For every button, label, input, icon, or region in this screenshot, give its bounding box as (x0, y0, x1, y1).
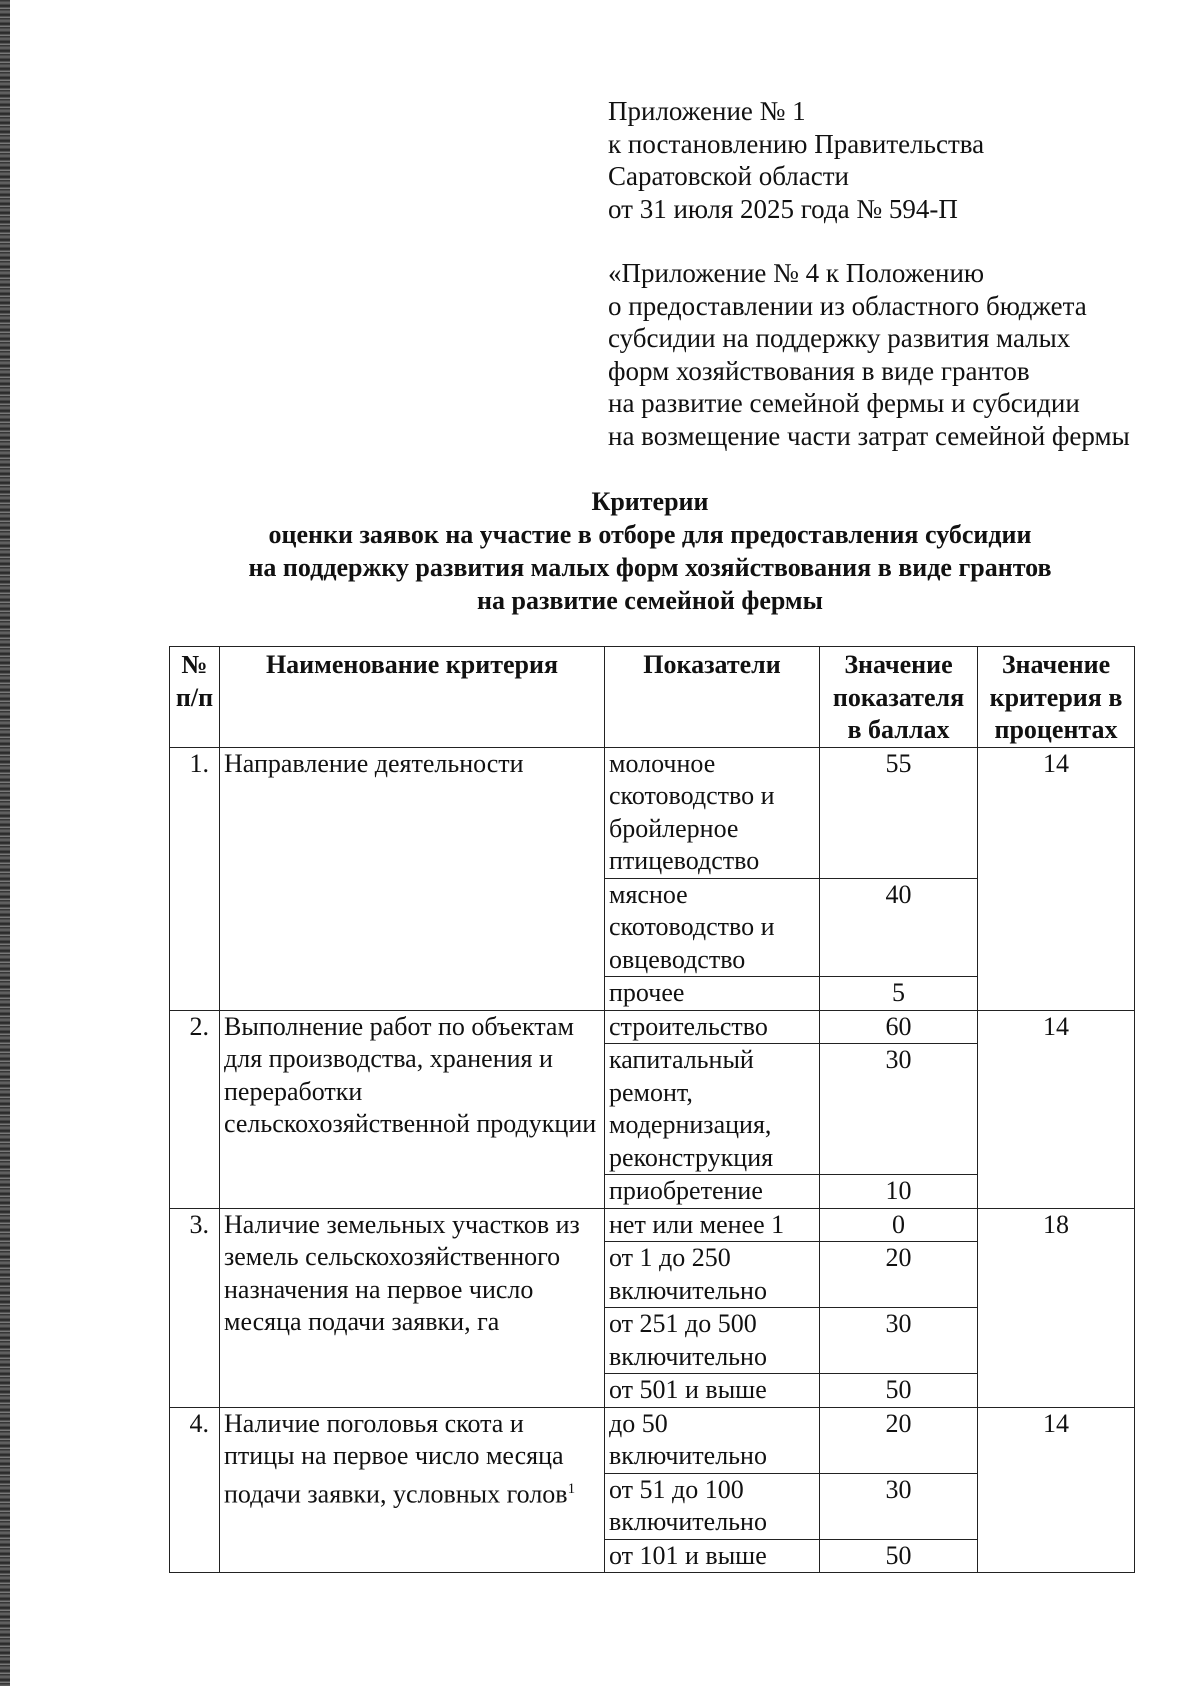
indicator-score: 50 (820, 1374, 978, 1408)
indicator-label: молочное скотоводство и бройлерное птицеводство (605, 747, 820, 878)
header-score: Значение показателя в баллах (820, 647, 978, 748)
approval-line: Саратовской области (608, 161, 849, 191)
approval-line: от 31 июля 2025 года № 594-П (608, 193, 958, 224)
document-title (150, 485, 1150, 617)
appendix-line: о предоставлении из областного бюджета (608, 290, 1087, 321)
indicator-label: прочее (605, 977, 820, 1011)
title-line: на поддержку развития малых форм хозяйствования в виде грантов (248, 553, 1052, 582)
indicator-label: капитальный ремонт, модернизация, реконструкция (605, 1044, 820, 1175)
table-row (170, 1208, 1135, 1242)
row-num: 2. (170, 1010, 220, 1208)
appendix-line: форм хозяйствования в виде грантов (608, 355, 1030, 386)
table-header-row (170, 647, 1135, 748)
criterion-name-cell (220, 1407, 605, 1573)
footnote-marker: 1 (567, 1480, 576, 1497)
indicator-score: 60 (820, 1010, 978, 1044)
indicator-score: 55 (820, 747, 978, 878)
criterion-name: Выполнение работ по объектам для производства, хранения и переработки сельскохозяйственной продукции (220, 1010, 605, 1208)
table-row (170, 1407, 1135, 1473)
header-name: Наименование критерия (220, 647, 605, 748)
indicator-label: нет или менее 1 (605, 1208, 820, 1242)
indicator-label: мясное скотоводство и овцеводство (605, 878, 820, 977)
indicator-score: 30 (820, 1308, 978, 1374)
appendix-line: на развитие семейной фермы и субсидии (608, 388, 1080, 418)
criteria-table (169, 646, 1135, 1573)
table-row (170, 1010, 1135, 1044)
spacer (608, 225, 1168, 257)
title-line: Критерии (591, 487, 709, 516)
appendix-line: «Приложение № 4 к Положению (608, 258, 985, 288)
indicator-label: приобретение (605, 1175, 820, 1209)
row-num: 4. (170, 1407, 220, 1573)
criterion-percent: 18 (978, 1208, 1135, 1407)
indicator-score: 20 (820, 1407, 978, 1473)
indicator-score: 10 (820, 1175, 978, 1209)
indicator-label: от 101 и выше (605, 1539, 820, 1573)
indicator-score: 20 (820, 1242, 978, 1308)
criterion-percent: 14 (978, 1407, 1135, 1573)
indicator-label: от 1 до 250 включительно (605, 1242, 820, 1308)
scan-edge (0, 0, 10, 1686)
criterion-percent: 14 (978, 747, 1135, 1010)
approval-line: Приложение № 1 (608, 96, 806, 126)
indicator-score: 5 (820, 977, 978, 1011)
title-line: на развитие семейной фермы (477, 586, 823, 615)
indicator-score: 0 (820, 1208, 978, 1242)
header-indicators: Показатели (605, 647, 820, 748)
appendix-line: на возмещение части затрат семейной фермы (608, 420, 1130, 451)
criterion-percent: 14 (978, 1010, 1135, 1208)
indicator-label: строительство (605, 1010, 820, 1044)
approval-line: к постановлению Правительства (608, 128, 985, 159)
indicator-score: 50 (820, 1539, 978, 1573)
header-percent: Значение критерия в процентах (978, 647, 1135, 748)
indicator-label: от 501 и выше (605, 1374, 820, 1408)
indicator-score: 40 (820, 878, 978, 977)
indicator-score: 30 (820, 1473, 978, 1539)
table-row (170, 747, 1135, 878)
row-num: 3. (170, 1208, 220, 1407)
header-num: № п/п (170, 647, 220, 748)
row-num: 1. (170, 747, 220, 1010)
criterion-name: Направление деятельности (220, 747, 605, 1010)
criterion-name: Наличие земельных участков из земель сельскохозяйственного назначения на первое число месяца подачи заявки, га (220, 1208, 605, 1407)
approval-block (608, 95, 1168, 452)
title-line: оценки заявок на участие в отборе для предоставления субсидии (268, 520, 1032, 549)
appendix-line: субсидии на поддержку развития малых (608, 323, 1071, 353)
indicator-label: до 50 включительно (605, 1407, 820, 1473)
criterion-name: Наличие поголовья скота и птицы на первое число месяца подачи заявки, условных голов (224, 1408, 568, 1509)
indicator-label: от 251 до 500 включительно (605, 1308, 820, 1374)
indicator-score: 30 (820, 1044, 978, 1175)
indicator-label: от 51 до 100 включительно (605, 1473, 820, 1539)
